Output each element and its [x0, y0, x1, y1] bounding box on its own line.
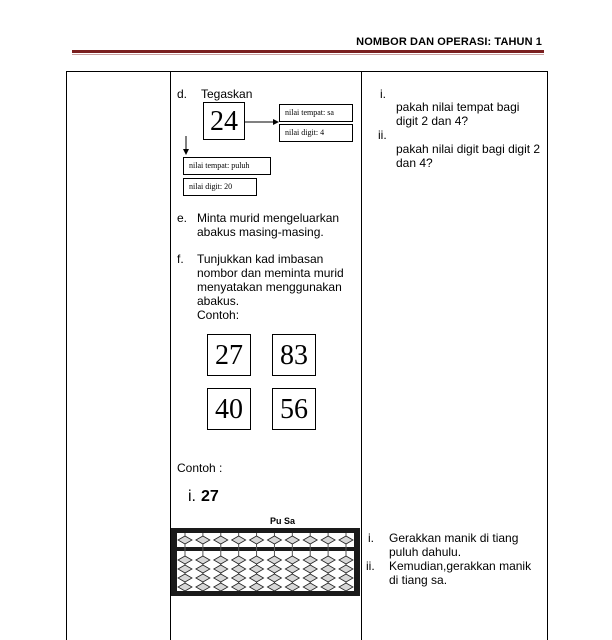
- item-d-marker: d.: [177, 87, 188, 101]
- abacus-rod-labels: Pu Sa: [270, 516, 296, 526]
- item-f-marker: f.: [177, 252, 184, 266]
- digit-value-4-box: nilai digit: 4: [279, 124, 353, 142]
- step-ii-line2: di tiang sa.: [389, 573, 448, 587]
- question-i-marker: i.: [380, 87, 386, 101]
- example-number: 27: [201, 488, 219, 505]
- connector-arrows: [180, 100, 290, 162]
- item-f-line5: Contoh:: [197, 308, 240, 322]
- item-f-line3: menyatakan menggunakan: [197, 280, 342, 294]
- step-ii-marker: ii.: [366, 559, 375, 573]
- header-rule-thin: [72, 54, 544, 55]
- item-f-line1: Tunjukkan kad imbasan: [197, 252, 324, 266]
- digit-value-20-box: nilai digit: 20: [183, 178, 257, 196]
- number-box-24: 24: [203, 102, 245, 140]
- item-e-marker: e.: [177, 211, 188, 225]
- flash-card-27: 27: [207, 334, 251, 376]
- table-top-border: [66, 71, 548, 72]
- abacus-beam: [177, 547, 354, 551]
- table-right-border: [547, 71, 548, 640]
- page-header-title: NOMBOR DAN OPERASI: TAHUN 1: [356, 36, 542, 48]
- flash-card-83: 83: [272, 334, 316, 376]
- example-label: Contoh :: [177, 461, 223, 475]
- item-f-line2: nombor dan meminta murid: [197, 266, 344, 280]
- item-d-text: Tegaskan: [201, 87, 253, 101]
- table-left-border: [66, 71, 67, 640]
- step-i-line2: puluh dahulu.: [389, 545, 462, 559]
- place-value-tens-box: nilai tempat: puluh: [183, 157, 271, 175]
- step-i-marker: i.: [368, 531, 374, 545]
- question-ii-line1: pakah nilai digit bagi digit 2: [396, 142, 541, 156]
- step-i-line1: Gerakkan manik di tiang: [389, 531, 519, 545]
- example-marker: i.: [188, 488, 196, 505]
- item-e-line1: Minta murid mengeluarkan: [197, 211, 340, 225]
- table-column-divider-2: [361, 71, 362, 640]
- item-f-line4: abakus.: [197, 294, 240, 308]
- question-i-line2: digit 2 dan 4?: [396, 114, 469, 128]
- flash-card-56: 56: [272, 388, 316, 430]
- header-rule: [72, 50, 544, 53]
- question-ii-line2: dan 4?: [396, 156, 433, 170]
- question-i-line1: pakah nilai tempat bagi: [396, 100, 520, 114]
- question-ii-marker: ii.: [378, 128, 387, 142]
- step-ii-line1: Kemudian,gerakkan manik: [389, 559, 532, 573]
- flash-card-40: 40: [207, 388, 251, 430]
- item-e-line2: abakus masing-masing.: [197, 225, 324, 239]
- place-value-ones-box: nilai tempat: sa: [279, 104, 353, 122]
- abacus-illustration: [171, 528, 360, 596]
